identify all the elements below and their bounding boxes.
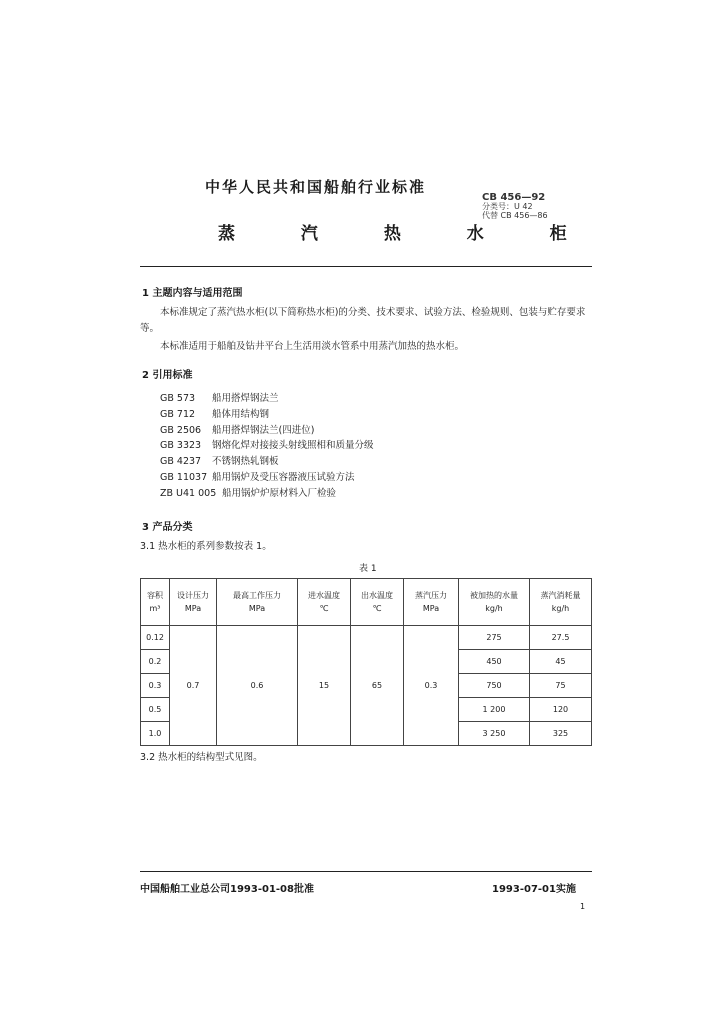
standard-number: CB 456—92 [482, 192, 546, 203]
footer-rule [140, 871, 592, 872]
cell-steam-consumption: 120 [530, 698, 592, 722]
col-header-volume: 容积 m³ [141, 579, 170, 626]
section-2-heading: 2 引用标准 [142, 370, 193, 381]
clause-3-2: 3.2 热水柜的结构型式见图。 [140, 752, 263, 763]
cell-volume: 0.5 [141, 698, 170, 722]
table-header-row [141, 579, 592, 626]
cell-steam-consumption: 75 [530, 674, 592, 698]
cell-steam-consumption: 27.5 [530, 626, 592, 650]
section-1-paragraph-2: 本标准适用于船舶及钻井平台上生活用淡水管系中用蒸汽加热的热水柜。 [160, 341, 465, 352]
header-rule [140, 266, 592, 267]
cell-volume: 0.12 [141, 626, 170, 650]
cell-steam-consumption: 45 [530, 650, 592, 674]
reference-item: GB 712 船体用结构钢 [160, 408, 270, 420]
col-header-inlet-temp: 进水温度 ℃ [298, 579, 351, 626]
col-header-steam-pressure: 蒸汽压力 MPa [404, 579, 459, 626]
cell-water-flow: 275 [459, 626, 530, 650]
cell-water-flow: 1 200 [459, 698, 530, 722]
reference-item: GB 11037 船用锅炉及受压容器液压试验方法 [160, 471, 355, 483]
table-row [141, 626, 592, 650]
approval-note: 中国船舶工业总公司1993-01-08批准 [140, 884, 314, 895]
section-3-heading: 3 产品分类 [142, 522, 193, 533]
col-header-outlet-temp: 出水温度 ℃ [351, 579, 404, 626]
document-title: 中华人民共和国船舶行业标准 [205, 178, 427, 196]
clause-3-1: 3.1 热水柜的系列参数按表 1。 [140, 541, 272, 552]
implementation-date: 1993-07-01实施 [492, 884, 576, 895]
reference-item: GB 4237 不锈钢热轧钢板 [160, 456, 279, 468]
cell-water-flow: 450 [459, 650, 530, 674]
col-header-water-flow: 被加热的水量 kg/h [459, 579, 530, 626]
page-number: 1 [580, 902, 586, 911]
cell-volume: 1.0 [141, 722, 170, 746]
col-header-max-pressure: 最高工作压力 MPa [217, 579, 298, 626]
reference-item: GB 3323 钢熔化焊对接接头射线照相和质量分级 [160, 440, 374, 452]
classification-number: 分类号：U 42 [482, 202, 533, 211]
standard-name: 蒸 汽 热 水 柜 [218, 224, 597, 244]
cell-water-flow: 750 [459, 674, 530, 698]
table-caption: 表 1 [359, 564, 377, 574]
col-header-steam-consumption: 蒸汽消耗量 kg/h [530, 579, 592, 626]
reference-list [160, 391, 374, 502]
cell-steam-consumption: 325 [530, 722, 592, 746]
cell-volume: 0.2 [141, 650, 170, 674]
reference-item: GB 2506 船用搭焊钢法兰(四进位) [160, 424, 315, 436]
col-header-design-pressure: 设计压力 MPa [170, 579, 217, 626]
cell-max-pressure: 0.6 [217, 626, 298, 746]
cell-design-pressure: 0.7 [170, 626, 217, 746]
standard-info-block [482, 193, 548, 220]
section-1-paragraph-1: 本标准规定了蒸汽热水柜(以下简称热水柜)的分类、技术要求、试验方法、检验规则、包装与贮存要求等。 [140, 307, 586, 334]
reference-item: ZB U41 005 船用锅炉炉原材料入厂检验 [160, 487, 337, 499]
cell-volume: 0.3 [141, 674, 170, 698]
replaces-standard: 代替 CB 456—86 [482, 211, 548, 220]
cell-steam-pressure: 0.3 [404, 626, 459, 746]
section-1-heading: 1 主题内容与适用范围 [142, 288, 243, 299]
cell-water-flow: 3 250 [459, 722, 530, 746]
parameter-table [140, 578, 592, 746]
cell-inlet-temp: 15 [298, 626, 351, 746]
reference-item: GB 573 船用搭焊钢法兰 [160, 393, 279, 404]
cell-outlet-temp: 65 [351, 626, 404, 746]
